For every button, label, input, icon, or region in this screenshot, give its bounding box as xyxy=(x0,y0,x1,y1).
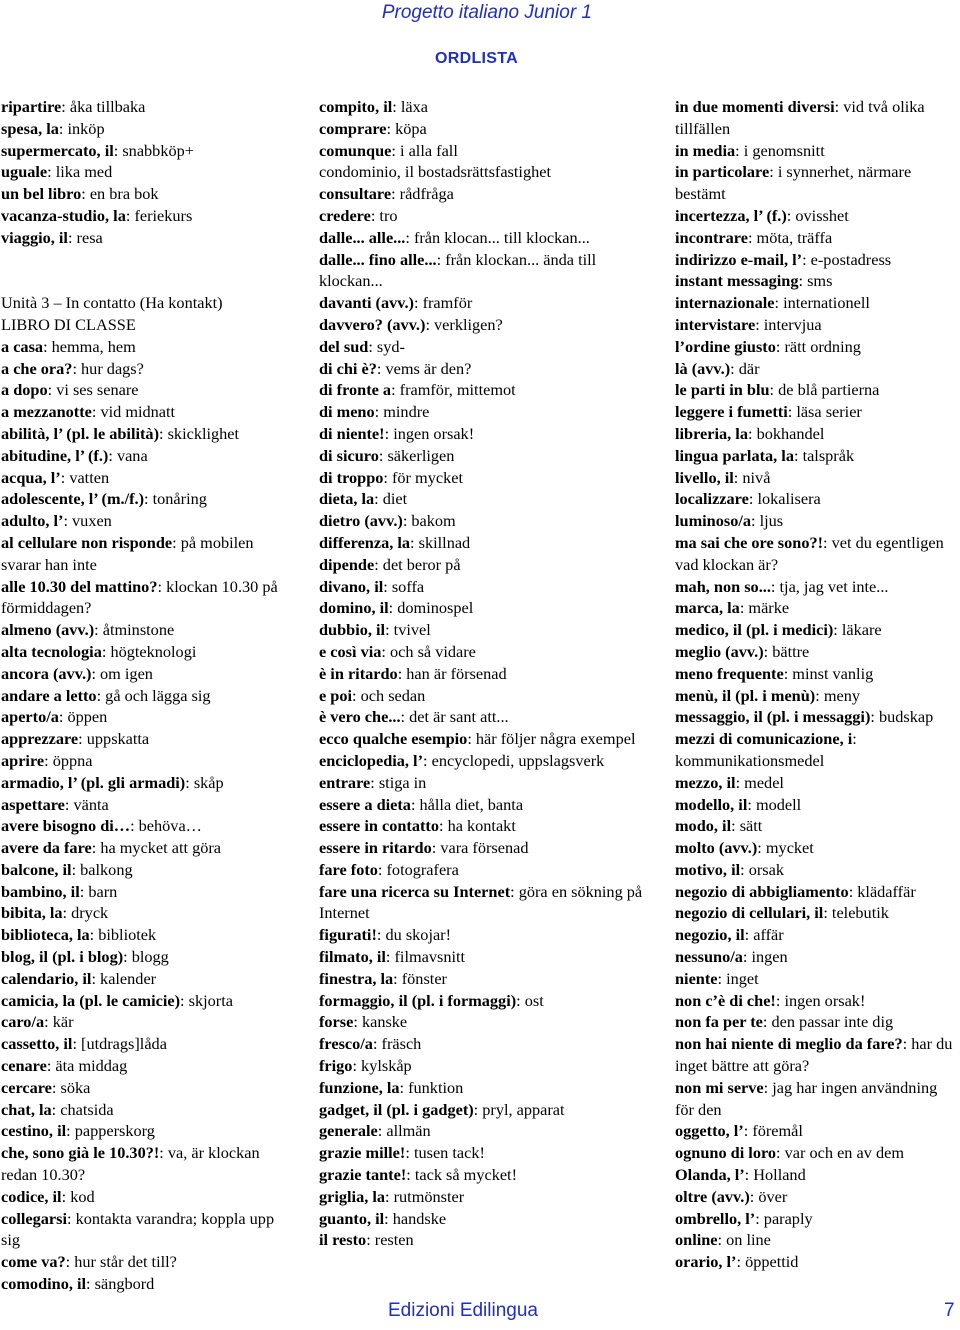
glossary-entry: frigo: kylskåp xyxy=(319,1056,412,1076)
glossary-entry: in due momenti diversi: vid två olika tillfällen xyxy=(675,97,925,138)
glossary-entry: niente: inget xyxy=(675,968,759,988)
series-title: Progetto italiano Junior 1 xyxy=(381,2,592,23)
glossary-entry: di troppo: för mycket xyxy=(319,467,463,487)
glossary-entry: oggetto, l’: föremål xyxy=(675,1121,803,1141)
glossary-column-2 xyxy=(319,96,659,1251)
glossary-entry: avere da fare: ha mycket att göra xyxy=(1,838,222,858)
glossary-entry: divano, il: soffa xyxy=(319,576,425,596)
glossary-entry: orario, l’: öppettid xyxy=(675,1252,799,1272)
glossary-entry: meno frequente: minst vanlig xyxy=(675,663,874,683)
glossary-entry: modello, il: modell xyxy=(675,794,802,814)
glossary-entry: enciclopedia, l’: encyclopedi, uppslagsverk xyxy=(319,750,605,770)
section-heading: LIBRO DI CLASSE xyxy=(1,314,136,334)
glossary-entry: aperto/a: öppen xyxy=(1,707,108,727)
glossary-entry: menù, il (pl. i menù): meny xyxy=(675,685,860,705)
glossary-entry: comprare: köpa xyxy=(319,118,427,138)
glossary-entry: dipende: det beror på xyxy=(319,554,461,574)
glossary-entry: spesa, la: inköp xyxy=(1,118,105,138)
glossary-entry: adolescente, l’ (m./f.): tonåring xyxy=(1,489,207,509)
glossary-entry: instant messaging: sms xyxy=(675,271,833,291)
glossary-entry: a dopo: vi ses senare xyxy=(1,380,139,400)
glossary-entry: cassetto, il: [utdrags]låda xyxy=(1,1034,167,1054)
glossary-entry: e poi: och sedan xyxy=(319,685,426,705)
glossary-entry: al cellulare non risponde: på mobilen svarar han inte xyxy=(1,532,254,574)
glossary-entry: mezzi di comunicazione, i: kommunikationsmedel xyxy=(675,729,857,770)
glossary-entry: compito, il: läxa xyxy=(319,97,428,116)
glossary-entry: mezzo, il: medel xyxy=(675,772,784,792)
glossary-entry: è vero che...: det är sant att... xyxy=(319,707,509,727)
glossary-entry: non hai niente di meglio da fare?: har du inget bättre att göra? xyxy=(675,1034,953,1076)
glossary-entry: dieta, la: diet xyxy=(319,489,408,509)
glossary-entry: aspettare: vänta xyxy=(1,794,109,814)
glossary-entry: cercare: söka xyxy=(1,1077,91,1097)
glossary-entry: adulto, l’: vuxen xyxy=(1,511,112,531)
glossary-entry: funzione, la: funktion xyxy=(319,1077,464,1097)
glossary-entry: bibita, la: dryck xyxy=(1,903,109,923)
glossary-entry: ecco qualche esempio: här följer några exempel xyxy=(319,729,636,749)
glossary-entry: a che ora?: hur dags? xyxy=(1,358,144,378)
glossary-entry: alta tecnologia: högteknologi xyxy=(1,641,197,661)
glossary-entry: che, sono già le 10.30?!: va, är klockan redan 10.30? xyxy=(1,1143,260,1185)
glossary-entry: il resto: resten xyxy=(319,1230,414,1250)
glossary-entry: internazionale: internationell xyxy=(675,293,870,313)
glossary-entry: luminoso/a: ljus xyxy=(675,511,784,531)
page-number: 7 xyxy=(944,1300,955,1321)
glossary-entry: Olanda, l’: Holland xyxy=(675,1165,806,1185)
glossary-entry: come va?: hur står det till? xyxy=(1,1252,177,1272)
glossary-entry: motivo, il: orsak xyxy=(675,859,784,879)
glossary-entry: griglia, la: rutmönster xyxy=(319,1186,465,1206)
glossary-entry: bambino, il: barn xyxy=(1,881,118,901)
glossary-entry: entrare: stiga in xyxy=(319,772,427,792)
glossary-entry: acqua, l’: vatten xyxy=(1,467,110,487)
glossary-entry: là (avv.): där xyxy=(675,358,760,378)
glossary-entry: vacanza-studio, la: feriekurs xyxy=(1,205,193,225)
glossary-entry: dietro (avv.): bakom xyxy=(319,511,456,531)
glossary-entry: calendario, il: kalender xyxy=(1,968,157,988)
glossary-entry: balcone, il: balkong xyxy=(1,859,133,879)
glossary-entry: fare una ricerca su Internet: göra en sökning på Internet xyxy=(319,881,643,923)
glossary-entry: avere bisogno di…: behöva… xyxy=(1,816,202,836)
glossary-entry: molto (avv.): mycket xyxy=(675,838,814,858)
glossary-entry: aprire: öppna xyxy=(1,750,93,770)
glossary-entry: nessuno/a: ingen xyxy=(675,947,788,967)
glossary-entry: finestra, la: fönster xyxy=(319,968,447,988)
glossary-entry: biblioteca, la: bibliotek xyxy=(1,925,157,945)
glossary-entry: formaggio, il (pl. i formaggi): ost xyxy=(319,990,544,1010)
glossary-entry: chat, la: chatsida xyxy=(1,1099,114,1119)
glossary-column-1 xyxy=(1,96,293,1295)
glossary-entry: camicia, la (pl. le camicie): skjorta xyxy=(1,990,233,1010)
glossary-entry: a mezzanotte: vid midnatt xyxy=(1,402,176,422)
glossary-entry: online: on line xyxy=(675,1230,771,1250)
glossary-entry: davvero? (avv.): verkligen? xyxy=(319,314,503,334)
glossary-entry: ripartire: åka tillbaka xyxy=(1,97,146,116)
glossary-entry: meglio (avv.): bättre xyxy=(675,641,810,661)
glossary-entry: mah, non so...: tja, jag vet inte... xyxy=(675,576,889,596)
glossary-entry: viaggio, il: resa xyxy=(1,227,103,247)
glossary-entry: di meno: mindre xyxy=(319,402,430,422)
glossary-entry: lingua parlata, la: talspråk xyxy=(675,445,855,465)
glossary-entry: non c’è di che!: ingen orsak! xyxy=(675,990,866,1010)
glossary-entry: credere: tro xyxy=(319,205,398,225)
glossary-entry: dalle... alle...: från klocan... till klockan... xyxy=(319,227,590,247)
glossary-entry: davanti (avv.): framför xyxy=(319,293,473,313)
glossary-entry: negozio, il: affär xyxy=(675,925,784,945)
glossary-column-3 xyxy=(675,96,960,1273)
glossary-entry: caro/a: kär xyxy=(1,1012,74,1032)
glossary-entry: andare a letto: gå och lägga sig xyxy=(1,685,211,705)
glossary-entry: negozio di cellulari, il: telebutik xyxy=(675,903,889,923)
glossary-entry: indirizzo e-mail, l’: e-postadress xyxy=(675,249,892,269)
publisher-footer: Edizioni Edilingua xyxy=(388,1300,538,1321)
glossary-entry: comodino, il: sängbord xyxy=(1,1274,155,1294)
glossary-entry: supermercato, il: snabbköp+ xyxy=(1,140,194,160)
glossary-entry: in particolare: i synnerhet, närmare bestämt xyxy=(675,162,912,204)
glossary-entry: consultare: rådfråga xyxy=(319,184,454,204)
glossary-entry: incontrare: möta, träffa xyxy=(675,227,833,247)
glossary-entry: codice, il: kod xyxy=(1,1186,95,1206)
glossary-entry: e così via: och så vidare xyxy=(319,641,476,661)
glossary-entry: livello, il: nivå xyxy=(675,467,771,487)
glossary-entry: del sud: syd- xyxy=(319,336,405,356)
glossary-entry: di chi è?: vems är den? xyxy=(319,358,472,378)
glossary-entry: messaggio, il (pl. i messaggi): budskap xyxy=(675,707,934,727)
glossary-entry: localizzare: lokalisera xyxy=(675,489,821,509)
glossary-entry: grazie tante!: tack så mycket! xyxy=(319,1165,518,1185)
glossary-entry: marca, la: märke xyxy=(675,598,790,618)
glossary-entry: collegarsi: kontakta varandra; koppla upp sig xyxy=(1,1208,275,1250)
glossary-entry: differenza, la: skillnad xyxy=(319,532,471,552)
glossary-entry: intervistare: intervjua xyxy=(675,314,822,334)
glossary-entry: in media: i genomsnitt xyxy=(675,140,825,160)
glossary-entry: guanto, il: handske xyxy=(319,1208,447,1228)
glossary-entry: apprezzare: uppskatta xyxy=(1,729,150,749)
glossary-entry: di fronte a: framför, mittemot xyxy=(319,380,516,400)
glossary-entry: cenare: äta middag xyxy=(1,1056,128,1076)
glossary-entry: forse: kanske xyxy=(319,1012,408,1032)
glossary-entry: le parti in blu: de blå partierna xyxy=(675,380,880,400)
glossary-entry: ognuno di loro: var och en av dem xyxy=(675,1143,904,1163)
list-title: ORDLISTA xyxy=(435,50,518,67)
glossary-entry: generale: allmän xyxy=(319,1121,431,1141)
glossary-entry: modo, il: sätt xyxy=(675,816,763,836)
glossary-entry: comunque: i alla fall xyxy=(319,140,458,160)
glossary-entry: ancora (avv.): om igen xyxy=(1,663,153,683)
glossary-entry: non fa per te: den passar inte dig xyxy=(675,1012,894,1032)
glossary-entry: dalle... fino alle...: från klockan... ända till klockan... xyxy=(319,249,597,291)
glossary-entry: ma sai che ore sono?!: vet du egentligen vad klockan är? xyxy=(675,532,944,574)
glossary-entry: condominio, il bostadsrättsfastighet xyxy=(319,162,551,182)
glossary-entry: essere in contatto: ha kontakt xyxy=(319,816,516,836)
glossary-entry: figurati!: du skojar! xyxy=(319,925,452,945)
glossary-entry: uguale: lika med xyxy=(1,162,113,182)
glossary-entry: medico, il (pl. i medici): läkare xyxy=(675,620,882,640)
glossary-entry: domino, il: dominospel xyxy=(319,598,474,618)
glossary-entry: fresco/a: fräsch xyxy=(319,1034,422,1054)
glossary-entry: di niente!: ingen orsak! xyxy=(319,423,475,443)
glossary-entry: ombrello, l’: paraply xyxy=(675,1208,813,1228)
glossary-entry: gadget, il (pl. i gadget): pryl, apparat xyxy=(319,1099,565,1119)
glossary-entry: abilità, l’ (pl. le abilità): skicklighet xyxy=(1,423,240,443)
glossary-entry: armadio, l’ (pl. gli armadi): skåp xyxy=(1,772,224,792)
glossary-entry: è in ritardo: han är försenad xyxy=(319,663,507,683)
glossary-entry: di sicuro: säkerligen xyxy=(319,445,455,465)
glossary-entry: l’ordine giusto: rätt ordning xyxy=(675,336,861,356)
glossary-entry: non mi serve: jag har ingen användning för den xyxy=(675,1077,938,1119)
glossary-entry: abitudine, l’ (f.): vana xyxy=(1,445,148,465)
glossary-entry: incertezza, l’ (f.): ovisshet xyxy=(675,205,849,225)
glossary-entry: dubbio, il: tvivel xyxy=(319,620,431,640)
glossary-entry: blog, il (pl. i blog): blogg xyxy=(1,947,169,967)
glossary-entry: a casa: hemma, hem xyxy=(1,336,136,356)
section-heading: Unità 3 – In contatto (Ha kontakt) xyxy=(1,293,223,313)
section-gap xyxy=(1,249,293,293)
glossary-entry: filmato, il: filmavsnitt xyxy=(319,947,466,967)
glossary-entry: essere a dieta: hålla diet, banta xyxy=(319,794,524,814)
glossary-entry: almeno (avv.): åtminstone xyxy=(1,620,175,640)
glossary-entry: negozio di abbigliamento: klädaffär xyxy=(675,881,916,901)
glossary-entry: libreria, la: bokhandel xyxy=(675,423,825,443)
glossary-entry: un bel libro: en bra bok xyxy=(1,184,159,204)
glossary-entry: cestino, il: papperskorg xyxy=(1,1121,155,1141)
glossary-entry: leggere i fumetti: läsa serier xyxy=(675,402,862,422)
glossary-entry: grazie mille!: tusen tack! xyxy=(319,1143,485,1163)
glossary-entry: alle 10.30 del mattino?: klockan 10.30 på förmiddagen? xyxy=(1,576,278,618)
glossary-entry: oltre (avv.): över xyxy=(675,1186,788,1206)
glossary-entry: fare foto: fotografera xyxy=(319,859,459,879)
glossary-entry: essere in ritardo: vara försenad xyxy=(319,838,529,858)
